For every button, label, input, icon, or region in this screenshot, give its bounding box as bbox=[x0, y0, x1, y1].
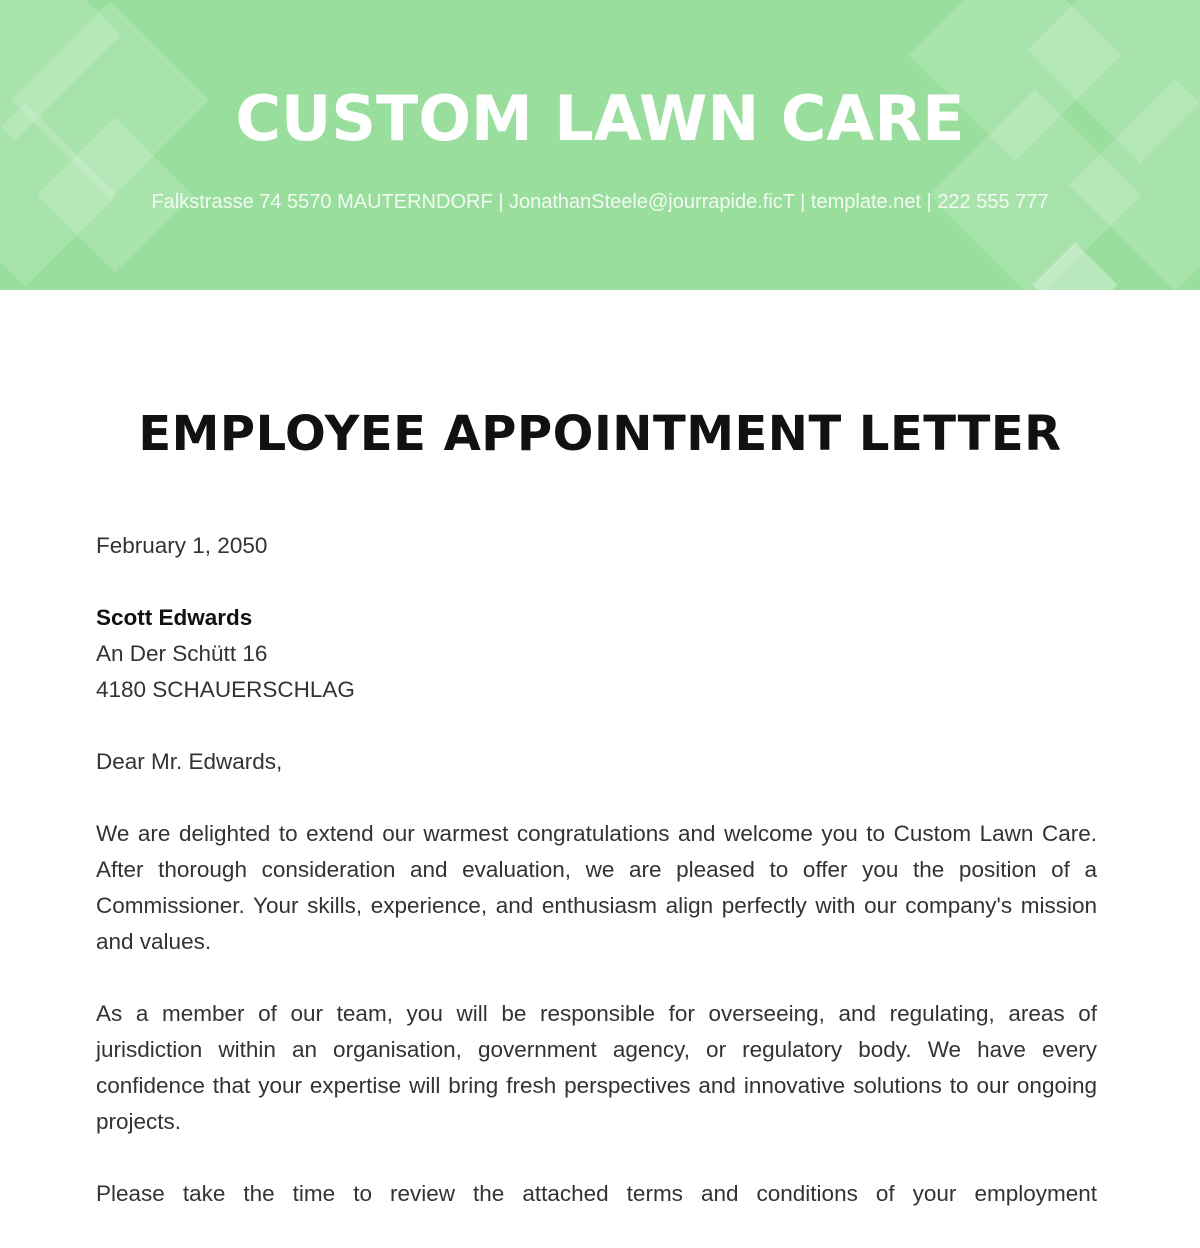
recipient-block bbox=[96, 600, 1097, 708]
recipient-name: Scott Edwards bbox=[96, 605, 253, 630]
letter-date: February 1, 2050 bbox=[96, 533, 268, 558]
salutation: Dear Mr. Edwards, bbox=[96, 749, 283, 774]
letter-body bbox=[96, 528, 1097, 1248]
document-title: EMPLOYEE APPOINTMENT LETTER bbox=[138, 406, 1062, 462]
company-name: CUSTOM LAWN CARE bbox=[235, 82, 965, 155]
company-contact: Falkstrasse 74 5570 MAUTERNDORF | JonathanSteele@jourrapide.ficT | template.net | 222 555 777 bbox=[151, 191, 1049, 213]
recipient-address-line2: 4180 SCHAUERSCHLAG bbox=[96, 677, 355, 702]
paragraph: Please take the time to review the attached terms and conditions of your employment bbox=[96, 1181, 1097, 1206]
letterhead-banner bbox=[0, 0, 1200, 290]
paragraph: As a member of our team, you will be responsible for overseeing, and regulating, areas of jurisdiction within an organisation, government agency, or regulatory body. We have every confidence that your expertise will bring fresh perspectives and innovative solutions to our ongoing projects. bbox=[96, 1001, 1097, 1134]
recipient-address-line1: An Der Schütt 16 bbox=[96, 641, 268, 666]
paragraph: We are delighted to extend our warmest congratulations and welcome you to Custom Lawn Care. After thorough consideration and evaluation, we are pleased to offer you the position of a Commissioner. Your skills, experience, and enthusiasm align perfectly with our company's mission and values. bbox=[96, 821, 1097, 954]
